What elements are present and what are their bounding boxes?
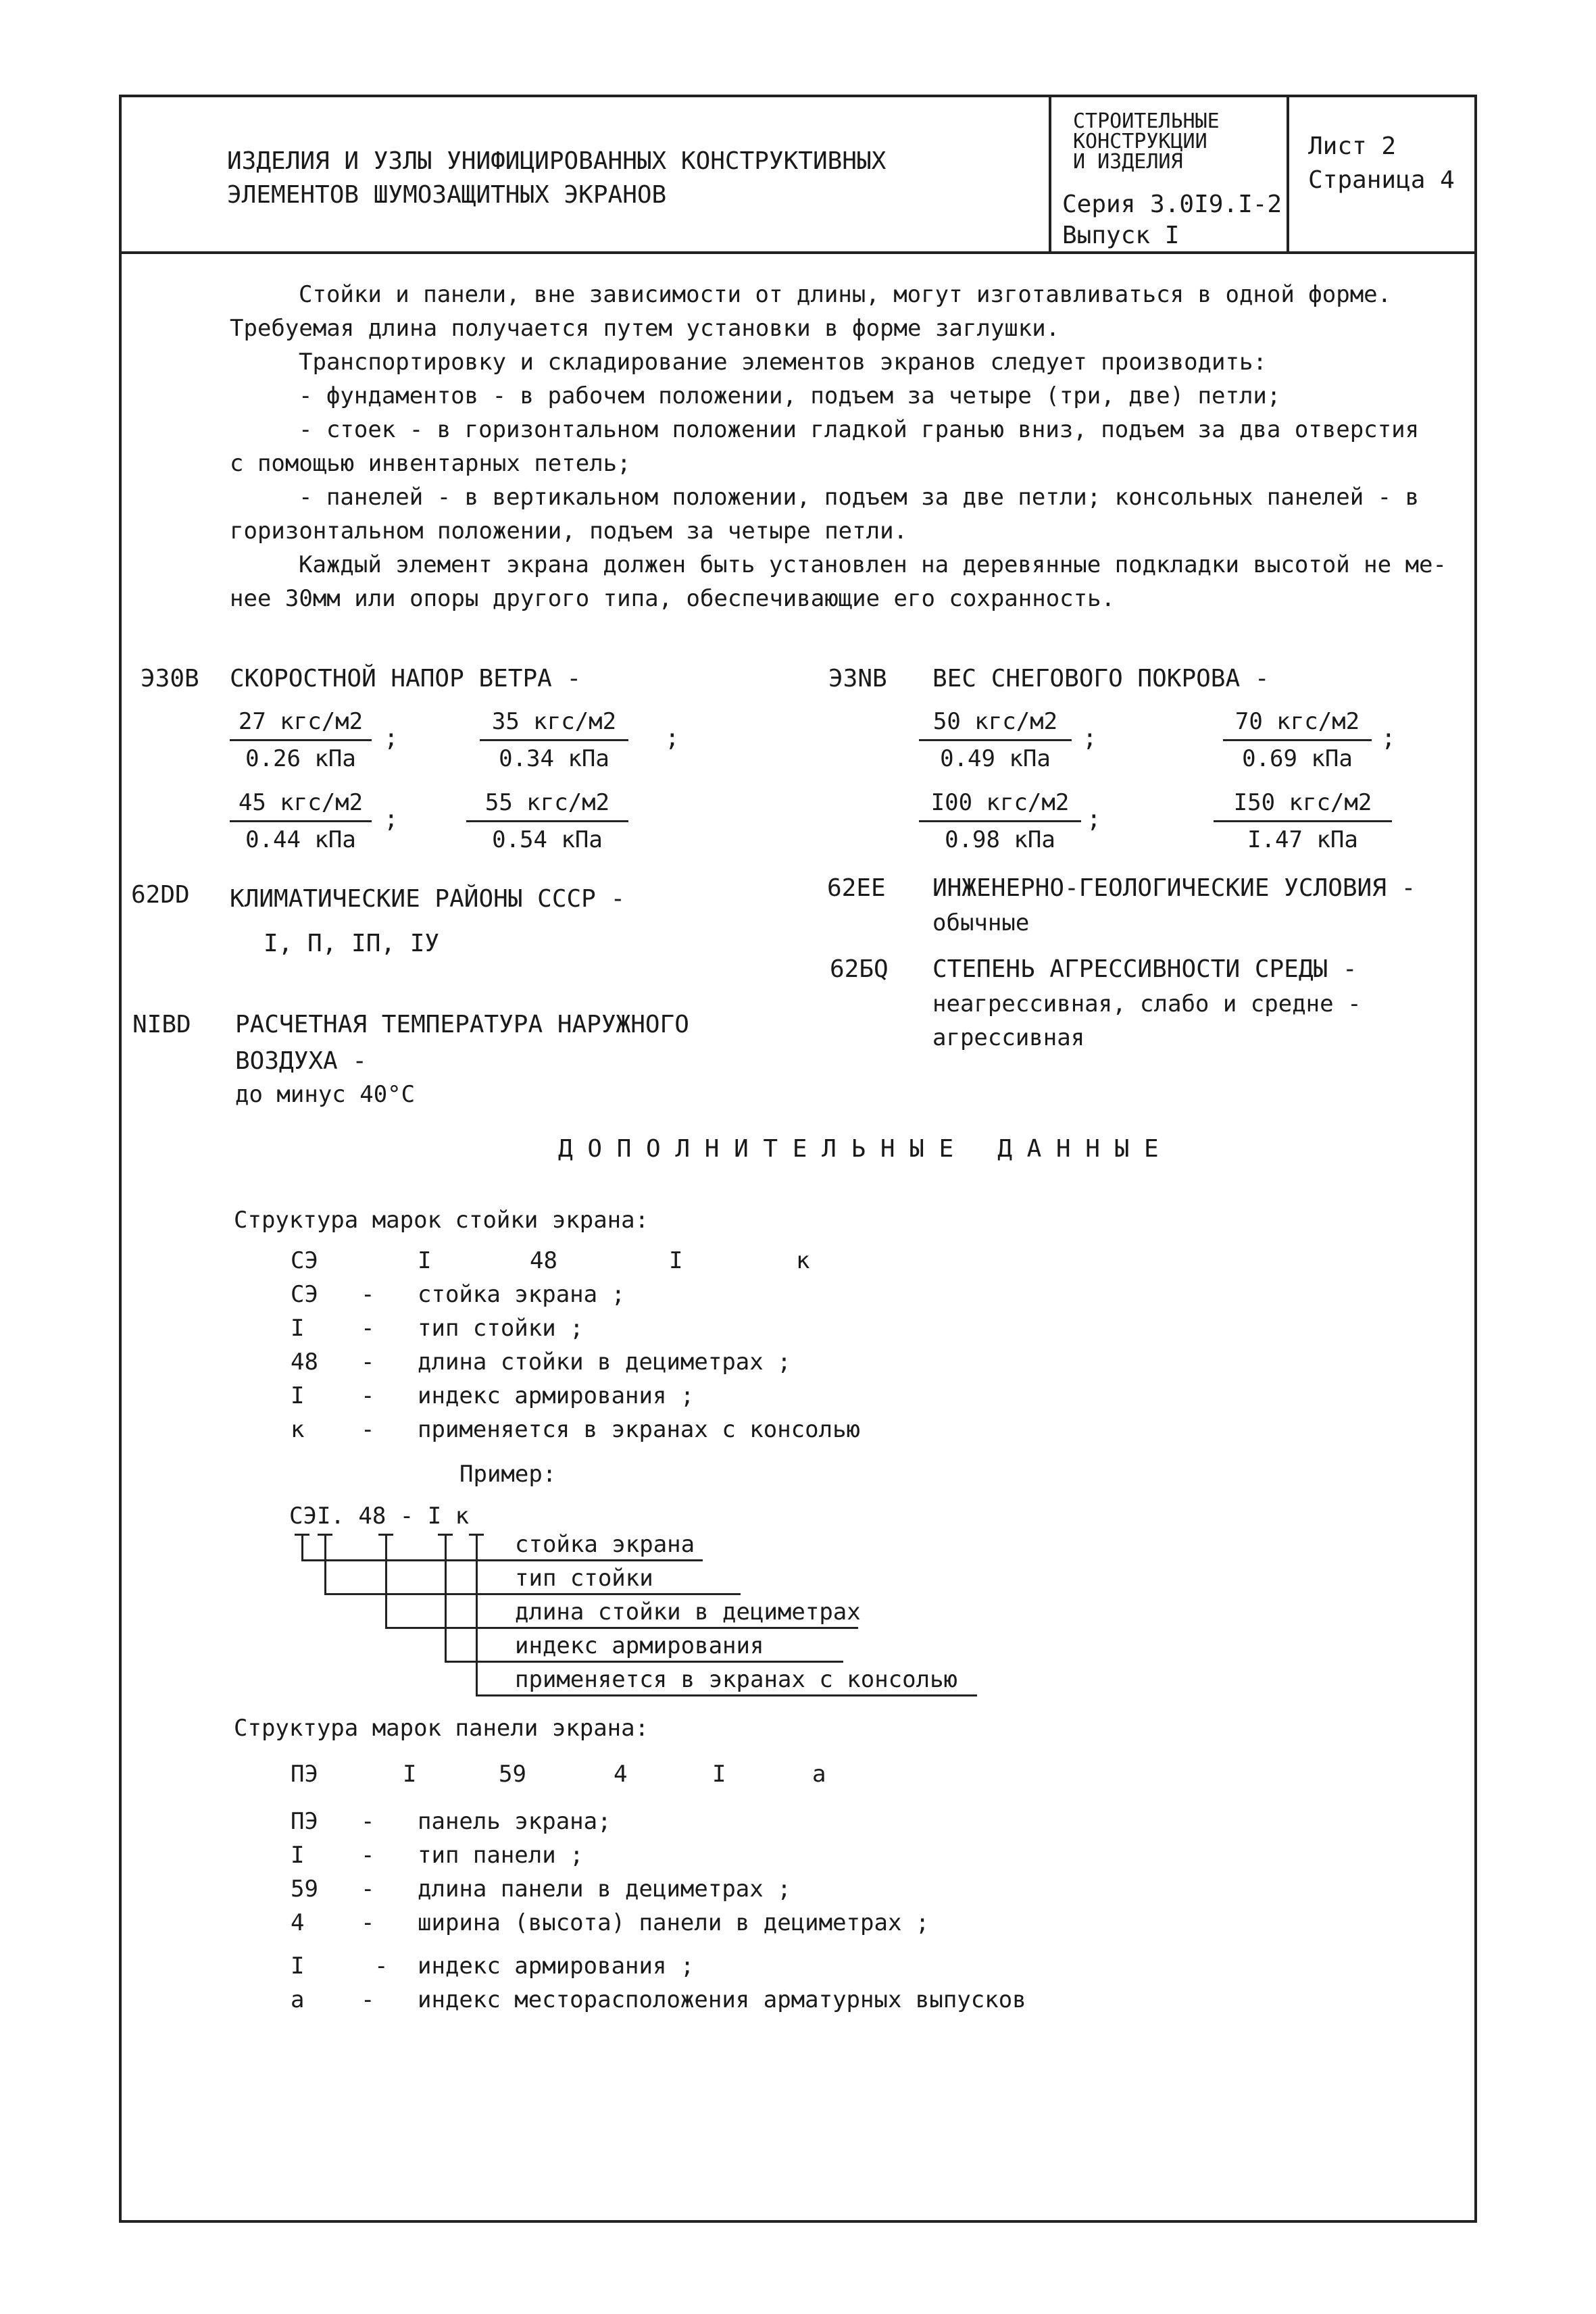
- column-mark-part: 48: [530, 1247, 557, 1274]
- aggression-value: агрессивная: [932, 1024, 1085, 1051]
- example-label: Пример:: [459, 1461, 557, 1488]
- panel-mark-part: а: [812, 1761, 826, 1788]
- legend-dash: -: [361, 1808, 375, 1835]
- legend-dash: -: [361, 1909, 375, 1936]
- diagram-connector: [301, 1559, 703, 1561]
- wind-value-kpa: 0.34 кПа: [499, 745, 609, 772]
- snow-code: Э3NВ: [828, 665, 887, 693]
- legend-text: индекс армирования ;: [418, 1382, 695, 1409]
- issue-number: Выпуск I: [1062, 222, 1180, 249]
- diagram-connector: [445, 1661, 843, 1663]
- wind-value-kpa: 0.26 кПа: [245, 745, 356, 772]
- legend-dash: -: [361, 1349, 375, 1376]
- separator: ;: [384, 724, 399, 752]
- intro-line: - стоек - в горизонтальном положении гладкой гранью вниз, подъем за два отверстия: [299, 416, 1420, 443]
- snow-value-kpa: 0.69 кПа: [1242, 745, 1353, 772]
- legend-dash: -: [361, 1986, 375, 2013]
- column-mark-part: к: [796, 1247, 810, 1274]
- snow-label: ВЕС СНЕГОВОГО ПОКРОВА -: [932, 665, 1270, 693]
- legend-dash: -: [361, 1842, 375, 1869]
- legend-dash: -: [361, 1281, 375, 1308]
- snow-value-fraction: [1223, 708, 1372, 772]
- legend-code: I: [291, 1315, 305, 1342]
- legend-text: стойка экрана ;: [418, 1281, 626, 1308]
- intro-line: горизонтальном положении, подъем за четыре петли.: [230, 518, 908, 545]
- intro-line: с помощью инвентарных петель;: [230, 450, 631, 477]
- snow-value-kpa: I.47 кПа: [1247, 826, 1358, 853]
- sheet-number: Лист 2: [1308, 132, 1397, 160]
- example-label-column-screen: стойка экрана: [515, 1531, 695, 1558]
- separator: ;: [1082, 724, 1097, 752]
- aggression-label: СТЕПЕНЬ АГРЕССИВНОСТИ СРЕДЫ -: [932, 955, 1357, 983]
- diagram-stem: [445, 1534, 447, 1662]
- wind-value-kpa: 0.44 кПа: [245, 826, 356, 853]
- panel-mark-part: ПЭ: [291, 1761, 318, 1788]
- legend-dash: -: [361, 1315, 375, 1342]
- intro-line: Каждый элемент экрана должен быть установлен на деревянные подкладки высотой не ме-: [299, 551, 1447, 578]
- intro-line: Транспортировку и складирование элементов экранов следует производить:: [299, 349, 1267, 376]
- separator: ;: [665, 724, 680, 752]
- legend-code: 4: [291, 1909, 305, 1936]
- snow-value-kpa: 0.98 кПа: [945, 826, 1055, 853]
- legend-code: I: [291, 1842, 305, 1869]
- document-title-line2: ЭЛЕМЕНТОВ ШУМОЗАЩИТНЫХ ЭКРАНОВ: [227, 181, 667, 209]
- legend-code: к: [291, 1416, 305, 1443]
- legend-text: индекс армирования ;: [418, 1953, 695, 1980]
- legend-dash: -: [361, 1382, 375, 1409]
- legend-text: тип стойки ;: [418, 1315, 584, 1342]
- header-divider-left: [1049, 95, 1051, 254]
- intro-line: Стойки и панели, вне зависимости от длины, могут изготавливаться в одной форме.: [299, 281, 1392, 308]
- climate-label: КЛИМАТИЧЕСКИЕ РАЙОНЫ СССР -: [230, 885, 626, 913]
- diagram-stem: [301, 1534, 303, 1561]
- separator: ;: [1381, 724, 1396, 752]
- diagram-stem: [385, 1534, 387, 1628]
- climate-code: 62DD: [131, 881, 190, 909]
- example-label-cantilever: применяется в экранах с консолью: [515, 1666, 958, 1693]
- snow-value-fraction: [1214, 789, 1392, 853]
- wind-value-fraction: [466, 789, 628, 853]
- column-structure-heading: Структура марок стойки экрана:: [234, 1207, 649, 1234]
- aggression-value: неагрессивная, слабо и средне -: [932, 990, 1362, 1017]
- panel-structure-heading: Структура марок панели экрана:: [234, 1715, 649, 1742]
- snow-value-fraction: [919, 708, 1072, 772]
- diagram-connector: [385, 1627, 858, 1629]
- legend-text: длина стойки в дециметрах ;: [418, 1349, 791, 1376]
- legend-text: длина панели в дециметрах ;: [418, 1876, 791, 1903]
- climate-value: I, П, IП, IУ: [264, 930, 440, 957]
- example-label-column-type: тип стойки: [515, 1565, 653, 1592]
- document-title-line1: ИЗДЕЛИЯ И УЗЛЫ УНИФИЦИРОВАННЫХ КОНСТРУКТИВНЫХ: [227, 147, 887, 175]
- snow-value-kpa: 0.49 кПа: [940, 745, 1051, 772]
- intro-line: нее 30мм или опоры другого типа, обеспечивающие его сохранность.: [230, 585, 1116, 612]
- separator: ;: [1087, 805, 1101, 833]
- wind-value-kgf: 45 кгс/м2: [230, 789, 372, 822]
- wind-value-kgf: 55 кгс/м2: [466, 789, 628, 822]
- legend-dash: -: [361, 1416, 375, 1443]
- legend-text: тип панели ;: [418, 1842, 584, 1869]
- legend-dash: -: [374, 1953, 389, 1980]
- legend-dash: -: [361, 1876, 375, 1903]
- additional-data-heading: Д О П О Л Н И Т Е Л Ь Н Ы Е Д А Н Н Ы Е: [558, 1135, 1159, 1163]
- legend-code: СЭ: [291, 1281, 318, 1308]
- intro-line: - фундаментов - в рабочем положении, подъем за четыре (три, две) петли;: [299, 382, 1281, 409]
- column-mark-part: I: [418, 1247, 432, 1274]
- temperature-label: РАСЧЕТНАЯ ТЕМПЕРАТУРА НАРУЖНОГО: [235, 1011, 689, 1038]
- snow-value-fraction: [919, 789, 1081, 853]
- legend-text: ширина (высота) панели в дециметрах ;: [418, 1909, 930, 1936]
- separator: ;: [384, 805, 399, 833]
- wind-value-kgf: 27 кгс/м2: [230, 708, 372, 741]
- temperature-label: ВОЗДУХА -: [235, 1047, 368, 1075]
- snow-value-kgf: I50 кгс/м2: [1214, 789, 1392, 822]
- panel-mark-part: I: [403, 1761, 417, 1788]
- legend-code: а: [291, 1986, 305, 2013]
- legend-text: применяется в экранах с консолью: [418, 1416, 861, 1443]
- geology-label: ИНЖЕНЕРНО-ГЕОЛОГИЧЕСКИЕ УСЛОВИЯ -: [932, 874, 1416, 902]
- diagram-stem: [324, 1534, 326, 1594]
- legend-code: I: [291, 1382, 305, 1409]
- series-number: Серия 3.0I9.I-2: [1062, 191, 1282, 218]
- panel-mark-part: 4: [614, 1761, 628, 1788]
- wind-label: СКОРОСТНОЙ НАПОР ВЕТРА -: [230, 665, 582, 693]
- legend-code: I: [291, 1953, 305, 1980]
- geology-value: обычные: [932, 909, 1030, 936]
- wind-value-fraction: [230, 708, 372, 772]
- column-mark-part: СЭ: [291, 1247, 318, 1274]
- panel-mark-part: 59: [499, 1761, 526, 1788]
- wind-value-fraction: [480, 708, 628, 772]
- temperature-code: NIBD: [132, 1011, 191, 1038]
- legend-text: индекс месторасположения арматурных выпусков: [418, 1986, 1026, 2013]
- example-label-column-length: длина стойки в дециметрах: [515, 1599, 861, 1626]
- snow-value-kgf: 70 кгс/м2: [1223, 708, 1372, 741]
- diagram-connector: [476, 1694, 977, 1696]
- geology-code: 62ЕЕ: [827, 874, 886, 902]
- wind-value-kpa: 0.54 кПа: [492, 826, 603, 853]
- category-line3: И ИЗДЕЛИЯ: [1073, 150, 1183, 174]
- temperature-value: до минус 40°С: [235, 1081, 416, 1108]
- diagram-connector: [324, 1593, 741, 1595]
- legend-code: ПЭ: [291, 1808, 318, 1835]
- wind-code: Э30В: [141, 665, 199, 693]
- legend-code: 59: [291, 1876, 318, 1903]
- snow-value-kgf: I00 кгс/м2: [919, 789, 1081, 822]
- header-divider-right: [1287, 95, 1289, 254]
- column-mark-part: I: [669, 1247, 683, 1274]
- header-divider: [119, 251, 1477, 254]
- wind-value-kgf: 35 кгс/м2: [480, 708, 628, 741]
- legend-text: панель экрана;: [418, 1808, 612, 1835]
- legend-code: 48: [291, 1349, 318, 1376]
- snow-value-kgf: 50 кгс/м2: [919, 708, 1072, 741]
- intro-line: Требуемая длина получается путем установки в форме заглушки.: [230, 315, 1060, 342]
- wind-value-fraction: [230, 789, 372, 853]
- category-line2: КОНСТРУКЦИИ: [1073, 130, 1207, 153]
- intro-line: - панелей - в вертикальном положении, подъем за две петли; консольных панелей - в: [299, 484, 1420, 511]
- page-number: Страница 4: [1308, 166, 1455, 194]
- diagram-bracket: [476, 1534, 478, 1696]
- panel-mark-part: I: [712, 1761, 726, 1788]
- example-label-reinforcement: индекс армирования: [515, 1632, 764, 1659]
- example-mark: СЭI. 48 - I к: [289, 1503, 470, 1530]
- aggression-code: 62БQ: [830, 955, 889, 983]
- category-line1: СТРОИТЕЛЬНЫЕ: [1073, 109, 1220, 133]
